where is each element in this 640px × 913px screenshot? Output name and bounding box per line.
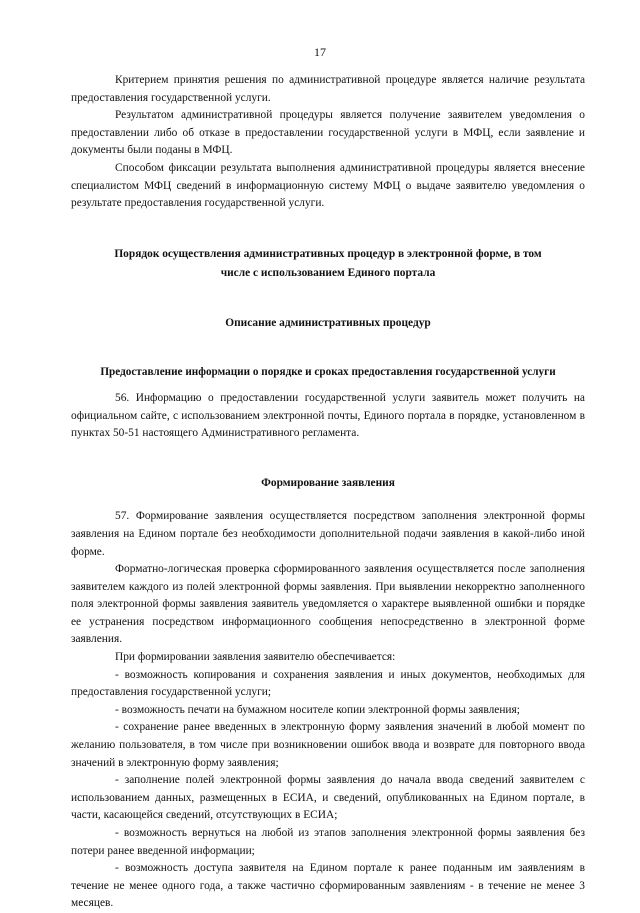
paragraph: Способом фиксации результата выполнения административной процедуры является внесение специалистом МФЦ сведений в информационную систему МФЦ о выдаче заявителю уведомления о результате предоставления государственной услуги. [71,161,585,210]
list-item: - сохранение ранее введенных в электронную форму заявления значений в любой момент по желанию пользователя, в том числе при возникновении ошибок ввода и возврате для повторного ввода значений в электронную форму заявления; [71,721,585,769]
subsection-heading-info: Предоставление информации о порядке и сроках предоставления государственной услуги [100,366,556,379]
list-item: - возможность вернуться на любой из этапов заполнения электронной формы заявления без потери ранее введенной информации; [71,827,585,857]
paragraph-56: 56. Информацию о предоставлении государственной услуги заявитель может получить на официальном сайте, с использованием электронной почты, Единого портала в порядке, установленном в пунктах 50-51 настоящего Административного регламента. [71,391,585,440]
section-heading: Порядок осуществления административных процедур в электронной форме, в том числе с использованием Единого портала [114,247,542,279]
paragraph: Результатом административной процедуры является получение заявителем уведомления о предоставлении либо об отказе в предоставлении государственной услуги в МФЦ, если заявление и документы были поданы в МФЦ. [71,109,585,157]
paragraph-57: 57. Формирование заявления осуществляется посредством заполнения электронной формы заявления на Едином портале без необходимости дополнительной подачи заявления в какой-либо иной форме. [71,510,585,558]
subsection-heading: Описание административных процедур [225,316,431,329]
list-item: - возможность печати на бумажном носителе копии электронной формы заявления; [115,703,520,716]
subsection-heading-formation: Формирование заявления [261,476,395,489]
paragraph: При формировании заявления заявителю обеспечивается: [115,651,396,664]
list-item: - заполнение полей электронной формы заявления до начала ввода сведений заявителем с использованием данных, размещенных в ЕСИА, и сведений, опубликованных на Едином портале, в части, касающейся сведений, отсутствующих в ЕСИА; [71,774,585,822]
page-number: 17 [314,45,326,59]
list-item: - возможность доступа заявителя на Едином портале к ранее поданным им заявлениям в течение не менее одного года, а также частично сформированным заявлениям - в течение не менее 3 месяцев. [71,862,585,910]
document-body [71,72,585,913]
list-item: - возможность копирования и сохранения заявления и иных документов, необходимых для предоставления государственной услуги; [71,668,585,699]
paragraph: Форматно-логическая проверка сформированного заявления осуществляется после заполнения заявителем каждого из полей электронной формы заявления. При выявлении некорректно заполненного поля электронной формы заявления заявитель уведомляется о характере выявленной ошибки и порядке ее устранения посредством информационного сообщения непосредственно в электронной форме заявления. [71,563,585,646]
paragraph: Критерием принятия решения по административной процедуре является наличие результата предоставления государственной услуги. [71,74,585,104]
